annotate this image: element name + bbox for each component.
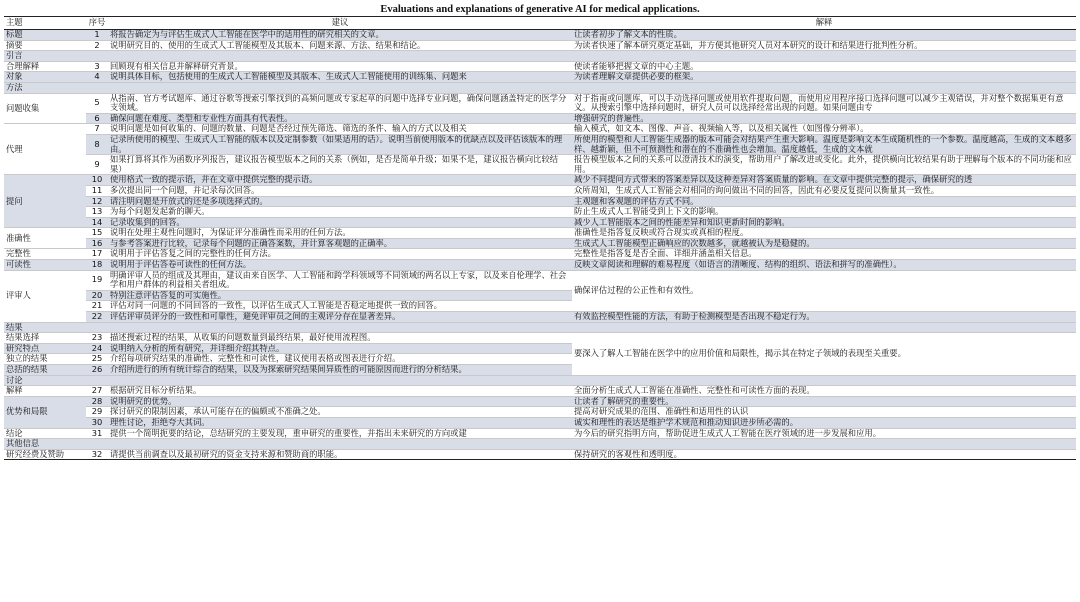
row-number: 29 — [91, 406, 103, 417]
table-row — [4, 270, 1076, 290]
row-explanation: 准确性是指答复反映或符合现实或真相的程度。 — [574, 227, 749, 238]
row-explanation: 所使用的模型和人工智能生成器的版本可能会对结果产生重大影响。温度是影响文本生成随机性的一个参数。温度越高，生成的文本越多样、越新颖，但不可预测性和潜在的不准确性也会增加。温度越低，生成的文本就 — [574, 134, 1072, 154]
table-row — [4, 428, 1076, 439]
row-number: 21 — [91, 300, 103, 311]
row-topic: 研究经费及赞助 — [6, 449, 65, 459]
row-explanation: 让读者了解研究的重要性。 — [574, 396, 674, 406]
row-number: 1 — [94, 29, 100, 39]
row-recommendation: 为每个问题发起新的聊天。 — [110, 206, 210, 217]
row-topic: 准确性 — [6, 232, 31, 243]
table-row — [4, 134, 1076, 154]
table-row — [4, 72, 1076, 83]
row-recommendation: 确保问题在难度、类型和专业性方面具有代表性。 — [110, 113, 293, 123]
row-number: 13 — [91, 206, 103, 217]
row-recommendation: 说明用于评估答复之间的完整性的任何方法。 — [110, 248, 276, 259]
row-explanation: 防止生成式人工智能受到上下文的影响。 — [574, 206, 724, 217]
table-row — [4, 217, 1076, 228]
row-number: 27 — [91, 385, 103, 396]
row-topic: 结果选择 — [6, 332, 40, 343]
section-label: 结果 — [4, 322, 1076, 333]
section-label: 讨论 — [4, 375, 1076, 386]
table-row — [4, 260, 1076, 271]
row-number: 10 — [91, 174, 103, 185]
row-recommendation: 说明研究目的、使用的生成式人工智能模型及其版本、问题来源、方法、结果和结论。 — [110, 40, 426, 50]
row-explanation: 提高对研究成果的范围、准确性和适用性的认识 — [574, 406, 749, 417]
table-row — [4, 30, 1076, 41]
row-number: 31 — [91, 428, 103, 438]
row-topic: 独立的结果 — [6, 353, 48, 364]
row-explanation: 为读者快速了解本研究奠定基础，并方便其他研究人员对本研究的设计和结果进行批判性分析。 — [574, 40, 923, 50]
row-topic: 可读性 — [6, 259, 31, 270]
row-recommendation: 请注明问题是开放式的还是多项选择式的。 — [110, 196, 268, 206]
row-explanation: 主观题和客观题的评估方式不同。 — [574, 196, 699, 206]
row-recommendation: 介绍每项研究结果的准确性、完整性和可读性，建议使用表格或图表进行介绍。 — [110, 353, 401, 364]
row-number: 28 — [91, 396, 103, 406]
row-explanation: 反映文章阅读和理解的难易程度（如语言的清晰度、结构的组织、语法和拼写的准确性）。 — [574, 259, 902, 270]
header-number: 序号 — [86, 17, 108, 30]
section-row-results — [4, 322, 1076, 333]
table-row — [4, 238, 1076, 249]
section-label: 其他信息 — [4, 439, 1076, 450]
row-explanation: 全面分析生成式人工智能在准确性、完整性和可读性方面的表现。 — [574, 385, 815, 396]
table-row — [4, 228, 1076, 239]
table-row — [4, 312, 1076, 323]
row-explanation: 诚实和理性的表达是维护学术规范和推动知识进步所必需的。 — [574, 417, 799, 427]
row-topic: 合理解释 — [6, 61, 40, 71]
row-number: 26 — [91, 364, 103, 374]
row-recommendation: 请提供当前调查以及最初研究的资金支持来源和赞助商的职能。 — [110, 449, 343, 459]
row-recommendation: 多次提出同一个问题，并记录每次回答。 — [110, 185, 260, 195]
row-number: 17 — [91, 248, 103, 259]
row-recommendation: 说明在处理主观性问题时，为保证评分准确性而采用的任何方法。 — [110, 227, 351, 238]
row-explanation: 为读者理解文章提供必要的框架。 — [574, 71, 699, 82]
row-number: 3 — [94, 61, 100, 71]
header-recommendation: 建议 — [108, 17, 572, 30]
row-recommendation: 理性讨论，拒绝夸大其词。 — [110, 417, 210, 427]
table-row — [4, 407, 1076, 418]
row-recommendation: 说明问题是如何收集的、问题的数量、问题是否经过预先筛选、筛选的条件、输入的方式以及相关 — [110, 123, 467, 134]
section-label: 引言 — [4, 51, 1076, 62]
row-explanation: 为今后的研究指明方向，帮助促进生成式人工智能在医疗领域的进一步发展和应用。 — [574, 428, 881, 438]
row-recommendation: 如果打算将其作为函数序列报告，建议报告模型版本之间的关系（例如，是否是简单升级；如果不是，建议报告横向比较结果） — [110, 154, 559, 174]
row-topic: 代理 — [6, 143, 23, 154]
row-topic: 结论 — [6, 428, 23, 438]
row-number: 32 — [91, 449, 103, 459]
row-recommendation: 评估评审员评分的一致性和可靠性，避免评审员之间的主观评分存在显著差异。 — [110, 311, 401, 322]
row-number: 18 — [91, 259, 103, 270]
row-recommendation: 提供一个简明扼要的结论，总结研究的主要发现，重申研究的重要性，并指出未来研究的方向或建 — [110, 428, 467, 438]
row-number: 6 — [94, 113, 100, 123]
table-row — [4, 113, 1076, 124]
row-topic: 对象 — [6, 71, 23, 82]
row-number: 15 — [91, 227, 103, 238]
row-number: 25 — [91, 353, 103, 364]
row-recommendation: 说明具体目标，包括使用的生成式人工智能模型及其版本、生成式人工智能使用的训练集、问题来 — [110, 71, 467, 82]
row-number: 23 — [91, 332, 103, 343]
row-number: 8 — [94, 138, 100, 149]
table-row — [4, 417, 1076, 428]
row-explanation: 减少人工智能版本之间的性能差异和知识更新时间的影响。 — [574, 217, 790, 227]
row-number: 9 — [94, 158, 100, 169]
header-topic: 主题 — [4, 17, 86, 30]
row-number: 16 — [91, 238, 103, 248]
section-row-other — [4, 439, 1076, 450]
table-row — [4, 207, 1076, 218]
section-label: 方法 — [4, 82, 1076, 93]
row-number: 4 — [94, 71, 100, 82]
row-number: 11 — [91, 185, 103, 195]
table-row — [4, 249, 1076, 260]
table-row — [4, 386, 1076, 397]
table-row — [4, 124, 1076, 135]
row-topic: 摘要 — [6, 40, 23, 50]
row-recommendation: 特别注意评估答复的可实施性。 — [110, 290, 227, 300]
row-number: 20 — [91, 290, 103, 300]
row-recommendation: 明确评审人员的组成及其理由，建议由来自医学、人工智能和跨学科领域等不同领域的两名以上专家，以及来自伦理学、社会学和用户群体的利益相关者组成。 — [110, 270, 567, 290]
row-recommendation: 使用格式一致的提示语，并在文章中提供完整的提示语。 — [110, 174, 318, 185]
row-number: 30 — [91, 417, 103, 427]
header-explanation: 解释 — [572, 17, 1076, 30]
row-recommendation: 探讨研究的限制因素，承认可能存在的偏颇或不准确之处。 — [110, 406, 326, 417]
row-explanation: 生成式人工智能模型正确响应的次数越多，就越被认为是稳健的。 — [574, 238, 815, 248]
section-row-methods — [4, 82, 1076, 93]
row-recommendation: 记录所使用的模型、生成式人工智能的版本以及定制参数（如果适用的话）。说明当前使用版本的优缺点以及评估该版本的理由。 — [110, 134, 563, 154]
row-explanation: 要深入了解人工智能在医学中的应用价值和局限性，揭示其在特定子领域的表现至关重要。 — [574, 348, 906, 359]
row-topic: 提问 — [6, 195, 23, 206]
row-recommendation: 回顾现有相关信息并解释研究背景。 — [110, 61, 243, 71]
row-explanation: 报告模型版本之间的关系可以澄清技术的演变，帮助用户了解改进或变化。此外，提供横向比较结果有助于理解每个版本的不同功能和应用。 — [574, 154, 1072, 174]
section-row-discussion — [4, 375, 1076, 386]
row-topic: 总括的结果 — [6, 364, 48, 374]
row-topic: 问题收集 — [6, 102, 40, 113]
row-topic: 研究特点 — [6, 343, 40, 353]
row-explanation: 保持研究的客观性和透明度。 — [574, 449, 682, 459]
row-number: 14 — [91, 217, 103, 227]
header-row — [4, 17, 1076, 30]
table-row — [4, 175, 1076, 186]
row-recommendation: 说明用于评估答卷可读性的任何方法。 — [110, 259, 252, 270]
table-row — [4, 155, 1076, 175]
row-number: 7 — [94, 123, 100, 134]
row-topic: 评审人 — [6, 290, 31, 301]
row-topic: 标题 — [6, 29, 23, 39]
table-row — [4, 61, 1076, 72]
row-topic: 解释 — [6, 385, 23, 396]
row-explanation: 输入模式，如文本、图像、声音、视频输入等，以及相关属性（如图像分辨率）。 — [574, 123, 869, 134]
table-title: Evaluations and explanations of generative AI for medical applications. — [380, 4, 700, 15]
row-topic: 优势和局限 — [6, 406, 48, 417]
row-explanation: 增强研究的普遍性。 — [574, 113, 649, 123]
guideline-table — [4, 16, 1076, 460]
row-explanation: 完整性是指答复是否全面、详细并涵盖相关信息。 — [574, 248, 757, 259]
row-recommendation: 描述搜索过程的结果，从收集的问题数量到最终结果，最好使用流程图。 — [110, 332, 376, 343]
row-recommendation: 与参考答案进行比较，记录每个问题的正确答案数，并计算客观题的正确率。 — [110, 238, 393, 248]
row-number: 12 — [91, 196, 103, 206]
row-recommendation: 将报告确定为与评估生成式人工智能在医学中的适用性的研究相关的文章。 — [110, 29, 384, 39]
row-explanation: 对于指南或问题库，可以手动选择问题或使用软件提取问题，而使用应用程序接口选择问题可以减少主观错误，并对整个数据集更有意义。从搜索引擎中选择问题时，研究人员可以选择经常出现的问题。如果问题由专 — [574, 93, 1064, 113]
row-topic: 完整性 — [6, 248, 31, 259]
row-recommendation: 说明研究的优势。 — [110, 396, 177, 406]
table-row — [4, 185, 1076, 196]
row-recommendation: 评估对同一问题的不同回答的一致性，以评估生成式人工智能是否稳定地提供一致的回答。 — [110, 300, 442, 311]
table-row — [4, 333, 1076, 344]
row-explanation: 确保评估过程的公正性和有效性。 — [574, 285, 699, 296]
row-explanation: 众所周知，生成式人工智能会对相同的询问做出不同的回答，因此有必要反复提问以衡量其一致性。 — [574, 185, 940, 195]
table-row — [4, 449, 1076, 460]
row-explanation: 让读者初步了解文本的性质。 — [574, 29, 682, 39]
table-row — [4, 396, 1076, 407]
row-recommendation: 记录收集到的回答。 — [110, 217, 185, 227]
row-number: 22 — [91, 311, 103, 322]
row-explanation: 使读者能够把握文章的中心主题。 — [574, 61, 699, 71]
row-number: 2 — [94, 40, 100, 50]
row-number: 24 — [91, 343, 103, 353]
row-explanation: 减少不同提问方式带来的答案差异以及这种差异对答案质量的影响。在文章中提供完整的提示，确保研究的透 — [574, 174, 973, 185]
table-row — [4, 93, 1076, 113]
row-number: 19 — [91, 274, 103, 285]
row-recommendation: 介绍所进行的所有统计综合的结果，以及为探索研究结果间异质性的可能原因而进行的分析结果。 — [110, 364, 467, 374]
row-recommendation: 说明纳入分析的所有研究，并详细介绍其特点。 — [110, 343, 285, 353]
table-row — [4, 196, 1076, 207]
row-recommendation: 从指南、官方考试题库、通过谷歌等搜索引擎找到的高频问题或专家起草的问题中选择专业问题，确保问题涵盖特定的医学分支领域。 — [110, 93, 567, 113]
row-explanation: 有效监控模型性能的方法，有助于检测模型是否出现不稳定行为。 — [574, 311, 815, 322]
row-number: 5 — [94, 97, 100, 108]
row-recommendation: 根据研究目标分析结果。 — [110, 385, 202, 396]
table-row — [4, 40, 1076, 51]
section-row-intro — [4, 51, 1076, 62]
